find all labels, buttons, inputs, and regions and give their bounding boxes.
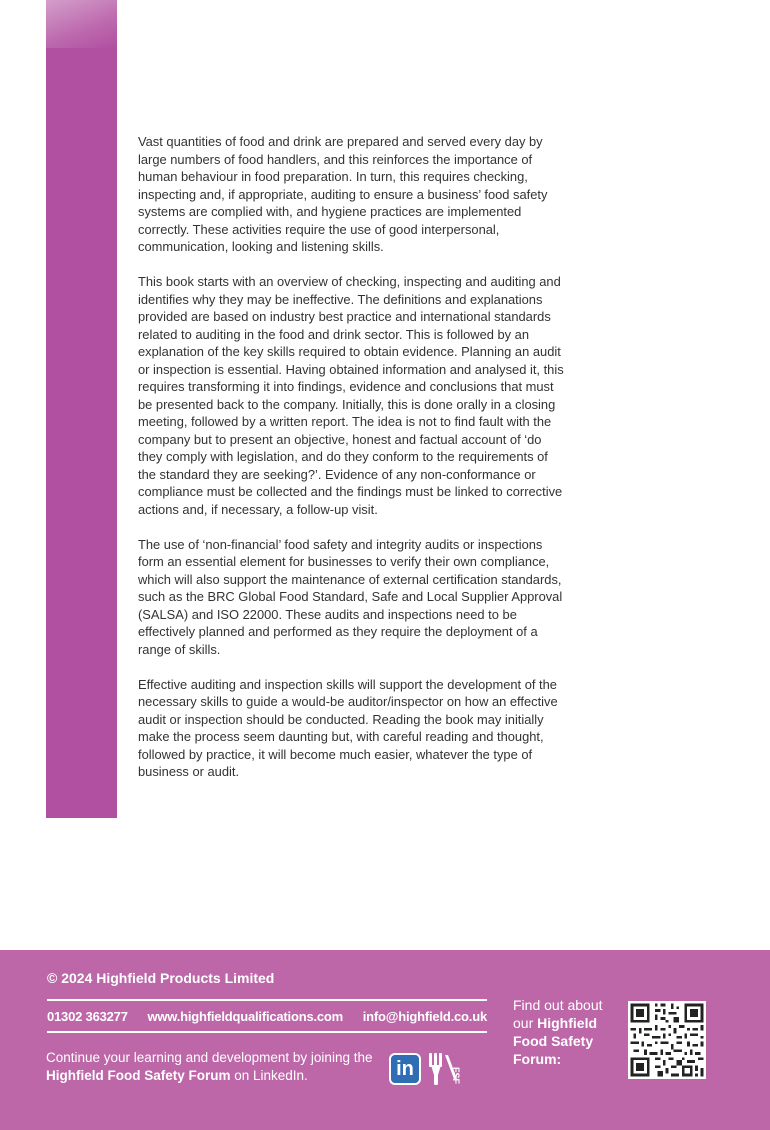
- phone-number: 01302 363277: [47, 1008, 128, 1024]
- paragraph: This book starts with an overview of checking, inspecting and auditing and identifies why they may be ineffective. The definitions and explanations provided are based on industry best practice and international standards related to auditing in the food and drink sector. This is followed by an explanation of the key skills required to obtain evidence. Planning an audit or inspection is essential. Having obtained information and analysed it, this requires transforming it into findings, evidence and conclusions that must be presented back to the company. Initially, this is done orally in a closing meeting, followed by a written report. The idea is not to find fault with the company but to present an objective, honest and factual account of ‘do they comply with legislation, and do they conform to the requirements of the standard they are seeking?’. Evidence of any non-conformance or compliance must be collected and the findings must be linked to corrective actions and, if necessary, a follow-up visit.: [138, 274, 564, 517]
- linkedin-label: in: [396, 1057, 414, 1080]
- join-text-suffix: on LinkedIn.: [230, 1068, 308, 1083]
- linkedin-invite: [46, 1049, 386, 1085]
- spine-banner: [46, 0, 117, 818]
- qr-code-icon[interactable]: [628, 1001, 706, 1079]
- findout-prefix: Find out about our: [513, 997, 603, 1031]
- forum-name: Highfield Food Safety Forum: [46, 1068, 231, 1083]
- paragraph: Vast quantities of food and drink are prepared and served every day by large numbers of food handlers, and this reinforces the importance of human behaviour in food preparation. In turn, this requires checking, inspecting and, if appropriate, auditing to ensure a business’ food safety systems are complied with, and hygiene practices are implemented correctly. These activities require the use of good interpersonal, communication, looking and listening skills.: [138, 134, 548, 254]
- contact-bar: [47, 999, 487, 1033]
- website-link[interactable]: www.highfieldqualifications.com: [147, 1008, 344, 1024]
- svg-text:FSF: FSF: [451, 1067, 461, 1084]
- join-text-prefix: Continue your learning and development by joining the: [46, 1050, 373, 1065]
- book-description: [138, 133, 568, 798]
- footer: [0, 950, 770, 1130]
- find-out-text: [513, 996, 623, 1068]
- paragraph: The use of ‘non-financial’ food safety and integrity audits or inspections form an essential element for businesses to verify their own compliance, which will also support the maintenance of external certification standards, such as the BRC Global Food Standard, Safe and Local Supplier Approval (SALSA) and ISO 22000. These audits and inspections need to be effectively planned and performed as they require the deployment of a range of skills.: [138, 536, 563, 657]
- linkedin-icon[interactable]: [389, 1053, 421, 1085]
- copyright: © 2024 Highfield Products Limited: [47, 970, 275, 986]
- paragraph: Effective auditing and inspection skills will support the development of the necessary skills to guide a would-be auditor/inspector on how an effective audit or inspection should be conducted. Reading the book may initially make the process seem daunting but, with careful reading and thought, followed by practice, it will become much easier, whatever the type of business or audit.: [138, 676, 558, 779]
- email-link[interactable]: info@highfield.co.uk: [362, 1008, 487, 1024]
- findout-forum: Highfield Food Safety Forum:: [513, 1015, 598, 1067]
- food-safety-forum-icon: [427, 1051, 461, 1087]
- spine-highlight: [46, 0, 117, 48]
